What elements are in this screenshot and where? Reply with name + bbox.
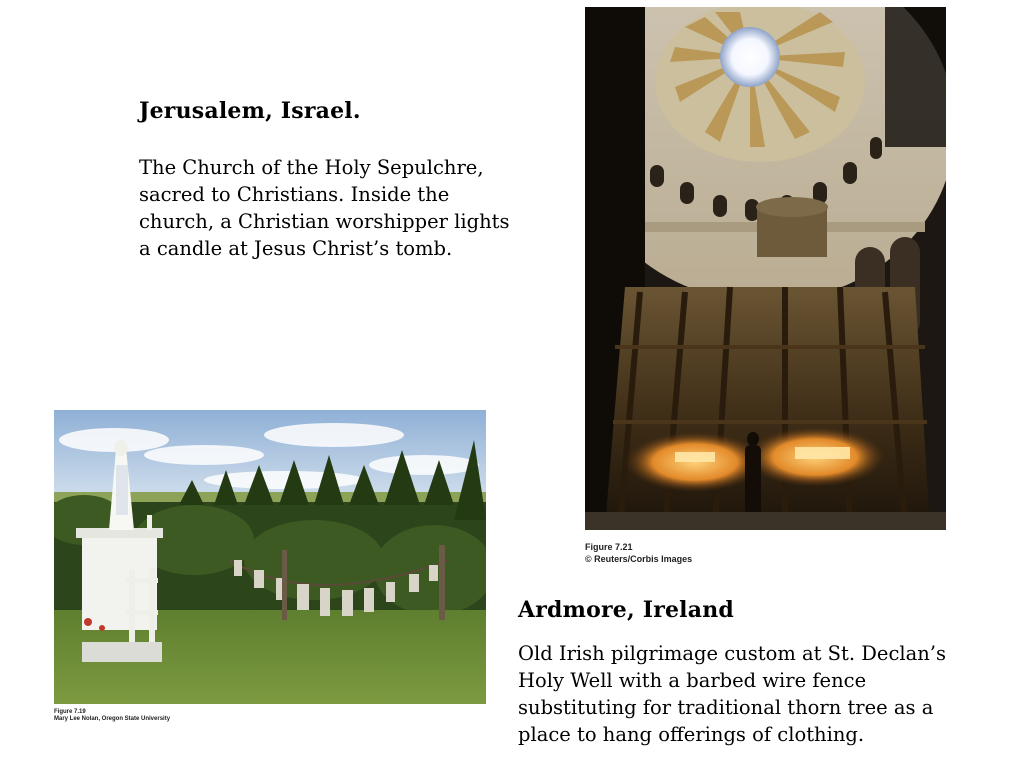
figure-719-credit: Mary Lee Nolan, Oregon State University [54,716,171,722]
holy-sepulchre-photo [585,7,946,530]
figure-719-label: Figure 7.19 [54,709,86,715]
figure-721-credit: © Reuters/Corbis Images [585,554,693,564]
figure-721-label: Figure 7.21 [585,542,633,552]
ardmore-holy-well-photo [54,410,486,704]
ardmore-description: Old Irish pilgrimage custom at St. Declan’s Holy Well with a barbed wire fence substituting for traditional thorn tree as a place to hang offerings of clothing. [518,642,946,746]
jerusalem-title: Jerusalem, Israel. [139,98,361,124]
ardmore-title: Ardmore, Ireland [518,597,734,623]
jerusalem-description: The Church of the Holy Sepulchre, sacred to Christians. Inside the church, a Christian worshipper lights a candle at Jesus Christ’s tomb. [139,156,510,260]
